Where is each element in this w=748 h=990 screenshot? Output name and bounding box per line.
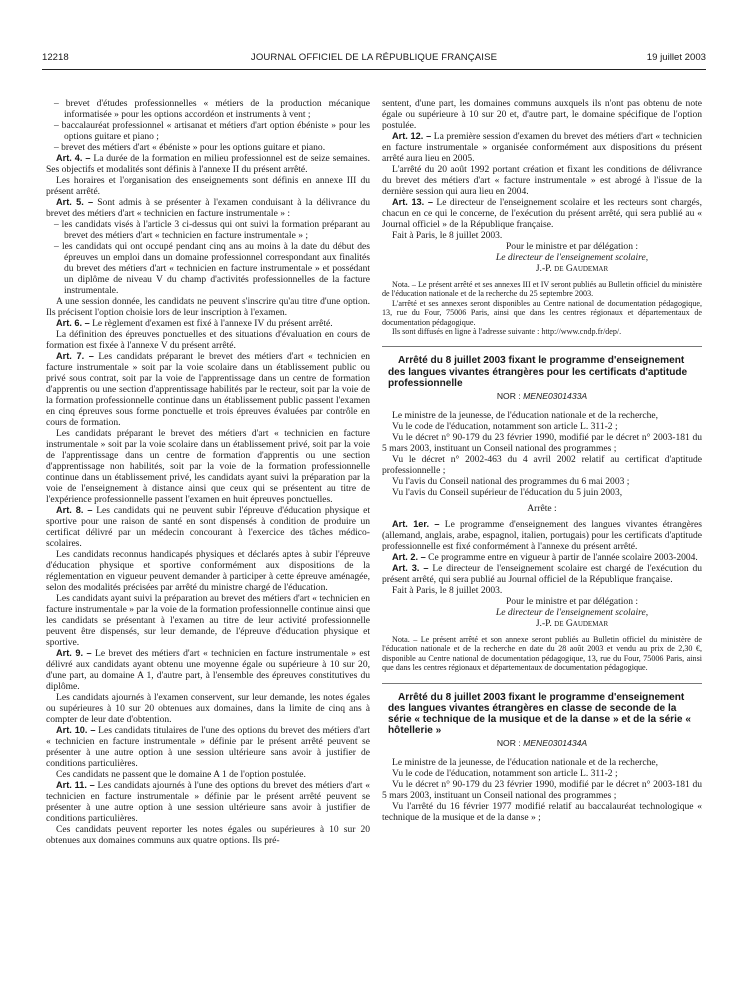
nor-reference: NOR : MENE0301434A xyxy=(496,738,588,749)
section-divider xyxy=(382,683,702,684)
paragraph: L'arrêté du 20 août 1992 portant création et fixant les conditions de délivrance du brevet des métiers d'art « facture instrumentale » est abrogé à l'issue de la dernière session qui aura lieu en 2004. xyxy=(382,164,702,197)
paragraph: A une session donnée, les candidats ne peuvent s'inscrire qu'au titre d'une option. Ils précisent l'option choisie lors de leur inscription à l'examen. xyxy=(46,296,370,318)
paragraph: Vu le décret n° 90-179 du 23 février 1990, modifié par le décret n° 2003-181 du 5 mars 2003, instituant un Conseil national des programmes ; xyxy=(382,779,702,802)
paragraph: Vu l'avis du Conseil national des programmes du 6 mai 2003 ; xyxy=(392,476,630,488)
paragraph: Ces candidats peuvent reporter les notes égales ou supérieures à 10 sur 20 obtenues aux domaines communs aux quatre options. Ils pré- xyxy=(46,824,370,846)
article-label: Art. 6. – xyxy=(56,318,90,328)
article-9: Art. 9. – Le brevet des métiers d'art « technicien en facture instrumentale » est délivré aux candidats ayant obtenu une moyenne égale ou supérieure à 10 sur 20, d'une part, au domaine A 1, d'autre part, à l'ensemble des épreuves constitutives du diplôme. xyxy=(46,648,371,692)
paragraph: Les horaires et l'organisation des enseignements sont définis en annexe III du présent arrêté. xyxy=(46,175,370,197)
paragraph: Vu l'arrêté du 16 février 1977 modifié relatif au baccalauréat technologique « technique de la musique et de la danse » ; xyxy=(382,801,702,824)
article-label: Art. 2. – xyxy=(392,552,426,563)
article-label: Art. 1er. – xyxy=(392,519,440,530)
article-label: Art. 8. – xyxy=(56,505,93,515)
paragraph: Vu le décret n° 2002-463 du 4 avril 2002 relatif au certificat d'aptitude professionnelle ; xyxy=(382,454,702,477)
article-10: Art. 10. – Les candidats titulaires de l'une des options du brevet des métiers d'art « technicien en facture instrumentale » définie par le présent arrêté peuvent se présenter à une autre option à une session ultérieure sans avoir à justifier de conditions particulières. xyxy=(46,725,370,769)
paragraph: sentent, d'une part, les domaines communs auxquels ils n'ont pas obtenu de note égale ou supérieure à 10 sur 20 et, d'autre part, le domaine spécifique de l'option postulée. xyxy=(382,98,702,131)
article-label: Art. 10. – xyxy=(56,725,96,735)
article-label: Art. 11. – xyxy=(56,780,95,790)
header-rule xyxy=(42,69,706,70)
page-number: 12218 xyxy=(42,52,69,63)
paragraph: Vu le décret n° 90-179 du 23 février 1990, modifié par le décret n° 2003-181 du 5 mars 2003, instituant un Conseil national des programmes ; xyxy=(382,432,702,455)
nor-reference: NOR : MENE0301433A xyxy=(496,391,588,402)
nota-note: Nota. – Le présent arrêté et son annexe seront publiés au Bulletin officiel du ministère de l'éducation nationale et de la recherche en date du 28 août 2003 et vendu au prix de 2,30 €, disponible au Centre national de documentation pédagogique, 13, rue du Four, 75006 Paris, ainsi que dans les centres régionaux et départementaux de documentation pédagogique. xyxy=(382,635,702,673)
decree-title: Arrêté du 8 juillet 2003 fixant le programme d'enseignement des langues vivantes étrangères en classe de seconde de la série « technique de la musique et de la danse » et de la série « hôtellerie » xyxy=(388,691,691,737)
paragraph: Les candidats reconnus handicapés physiques et déclarés aptes à subir l'épreuve d'éducation physique et sportive conformément aux dispositions de la réglementation en vigueur peuvent demander à participer à cette épreuve aménagée, selon des modalités précisées par arrêté du ministre chargé de l'éducation. xyxy=(46,549,370,593)
journal-title: JOURNAL OFFICIEL DE LA RÉPUBLIQUE FRANÇAISE xyxy=(250,52,498,63)
paragraph: Vu le code de l'éducation, notamment son article L. 311-2 ; xyxy=(392,421,618,433)
article-1: Art. 1er. – Le programme d'enseignement des langues vivantes étrangères (allemand, anglais, arabe, espagnol, italien, portugais) pour les certificats d'aptitude professionnelle est fixé conformément à l'annexe du présent arrêté. xyxy=(382,519,702,553)
signature-block: Pour le ministre et par délégation : Le directeur de l'enseignement scolaire, J.-P. de Gaudemar xyxy=(495,596,649,630)
article-label: Art. 13. – xyxy=(392,197,433,207)
left-column xyxy=(46,98,370,846)
paragraph: Vu le code de l'éducation, notamment son article L. 311-2 ; xyxy=(392,768,618,780)
paragraph: Le ministre de la jeunesse, de l'éducation nationale et de la recherche, xyxy=(392,757,658,769)
article-13: Art. 13. – Le directeur de l'enseignement scolaire et les recteurs sont chargés, chacun en ce qui le concerne, de l'exécution du présent arrêté, qui sera publié au « Journal officiel » de la République française. xyxy=(382,197,702,230)
nota-note: Nota. – Le présent arrêté et ses annexes III et IV seront publiés au Bulletin officiel du ministère de l'éducation nationale et de la recherche du 25 septembre 2003. L'arrêté et ses annexes seront disponibles au Centre national de documentation pédagogique, 13, rue du Four, 75006 Paris, ainsi que dans les centres régionaux et départementaux de documentation pédagogique. Ils sont diffusés en ligne à l'adresse suivante : http://www.cndp.fr/dep/. xyxy=(382,280,702,337)
article-7: Art. 7. – Les candidats préparant le brevet des métiers d'art « technicien en facture instrumentale » soit par la voie scolaire dans un établissement public ou privé sous contrat, soit par la voie de l'apprentissage dans un centre de formation d'apprentis ou une section d'apprentissage habilités par le recteur, soit par la voie de la formation professionnelle continue dans un établissement public passent l'examen en cinq épreuves sous forme ponctuelle et trois épreuves évaluées par contrôle en cours de formation. xyxy=(46,351,370,428)
article-4: Art. 4. – La durée de la formation en milieu professionnel est de seize semaines. Ses objectifs et modalités sont définis à l'annexe II du présent arrêté. xyxy=(46,153,370,175)
article-8: Art. 8. – Les candidats qui ne peuvent subir l'épreuve d'éducation physique et sportive pour une raison de santé en sont dispensés à condition de produire un certificat délivré par un médecin concourant à l'exercice des tâches médico-scolaires. xyxy=(46,505,370,549)
article-12: Art. 12. – La première session d'examen du brevet des métiers d'art « technicien en facture instrumentale » organisée conformément aux dispositions du présent arrêté aura lieu en 2005. xyxy=(382,131,703,164)
list-item: – les candidats visés à l'article 3 ci-dessus qui ont suivi la formation préparant au brevet des métiers d'art « technicien en facture instrumentale » ; xyxy=(54,219,370,241)
paragraph: Les candidats ajournés à l'examen conservent, sur leur demande, les notes égales ou supérieures à 10 sur 20 obtenues aux domaines, dans la limite de cinq ans à compter de leur date d'obtention. xyxy=(46,692,370,725)
section-divider xyxy=(382,346,702,347)
article-11: Art. 11. – Les candidats ajournés à l'une des options du brevet des métiers d'art « technicien en facture instrumentale » définie par le présent arrêté peuvent se présenter à une autre option à une session ultérieure sans avoir à justifier de conditions particulières. xyxy=(46,780,370,824)
fait-a-paris: Fait à Paris, le 8 juillet 2003. xyxy=(392,230,503,241)
paragraph: Les candidats préparant le brevet des métiers d'art « technicien en facture instrumentale » soit par la voie scolaire dans un établissement privé, soit par la voie de l'apprentissage dans un centre de formation d'apprentis ou une section d'apprentissage non habilités, soit par la voie de la formation professionnelle continue dans un établissement privé, les candidats ayant suivi la préparation par la voie de l'enseignement à distance ainsi que ceux qui se présentent au titre de l'expérience professionnelle passent l'examen en huit épreuves ponctuelles. xyxy=(46,428,370,505)
article-label: Art. 4. – xyxy=(56,153,91,163)
article-3: Art. 3. – Le directeur de l'enseignement scolaire est chargé de l'exécution du présent arrêté, qui sera publié au Journal officiel de la République française. xyxy=(382,563,702,586)
decree-title: Arrêté du 8 juillet 2003 fixant le programme d'enseignement des langues vivantes étrangères pour les certificats d'aptitude professionnelle xyxy=(388,355,688,389)
right-column xyxy=(382,98,702,823)
article-5: Art. 5. – Sont admis à se présenter à l'examen conduisant à la délivrance du brevet des métiers d'art « technicien en facture instrumentale » : xyxy=(46,197,370,219)
paragraph: Le ministre de la jeunesse, de l'éducation nationale et de la recherche, xyxy=(392,410,658,422)
arrete-heading: Arrête : xyxy=(527,503,557,515)
list-item: – brevet d'études professionnelles « métiers de la production mécanique informatisée » pour les options accordéon et instruments à vent ; xyxy=(54,98,370,120)
article-label: Art. 3. – xyxy=(392,563,429,574)
signature-block: Pour le ministre et par délégation : Le directeur de l'enseignement scolaire, J.-P. de Gaudemar xyxy=(495,241,649,274)
article-label: Art. 12. – xyxy=(392,131,432,141)
article-2: Art. 2. – Ce programme entre en vigueur à partir de l'année scolaire 2003-2004. xyxy=(392,552,698,564)
article-label: Art. 9. – xyxy=(56,648,92,658)
paragraph: La définition des épreuves ponctuelles et des situations d'évaluation en cours de formation est fixée à l'annexe V du présent arrêté. xyxy=(46,329,370,351)
issue-date: 19 juillet 2003 xyxy=(646,52,706,63)
paragraph: Ces candidats ne passent que le domaine A 1 de l'option postulée. xyxy=(56,769,306,780)
fait-a-paris: Fait à Paris, le 8 juillet 2003. xyxy=(392,585,503,597)
list-item: – les candidats qui ont occupé pendant cinq ans au moins à la date du début des épreuves un emploi dans un domaine professionnel correspondant aux finalités du brevet des métiers d'art « technicien en facture instrumentale » et possédant un diplôme de niveau V du champ d'activités professionnelles de la facture instrumentale. xyxy=(54,241,370,296)
list-item: – baccalauréat professionnel « artisanat et métiers d'art option ébéniste » pour les options guitare et piano ; xyxy=(54,120,370,142)
list-item: – brevet des métiers d'art « ébéniste » pour les options guitare et piano. xyxy=(54,142,326,153)
article-6: Art. 6. – Le règlement d'examen est fixé à l'annexe IV du présent arrêté. xyxy=(56,318,333,329)
paragraph: Vu l'avis du Conseil supérieur de l'éducation du 5 juin 2003, xyxy=(392,487,623,499)
article-label: Art. 5. – xyxy=(56,197,94,207)
page-header xyxy=(42,52,706,66)
article-label: Art. 7. – xyxy=(56,351,94,361)
paragraph: Les candidats ayant suivi la préparation au brevet des métiers d'art « technicien en facture instrumentale » par la voie de la formation professionnelle continue ainsi que les candidats se présentant à l'examen au titre de leur activité professionnelle peuvent être dispensés, sur leur demande, de l'épreuve d'éducation physique et sportive. xyxy=(46,593,370,648)
